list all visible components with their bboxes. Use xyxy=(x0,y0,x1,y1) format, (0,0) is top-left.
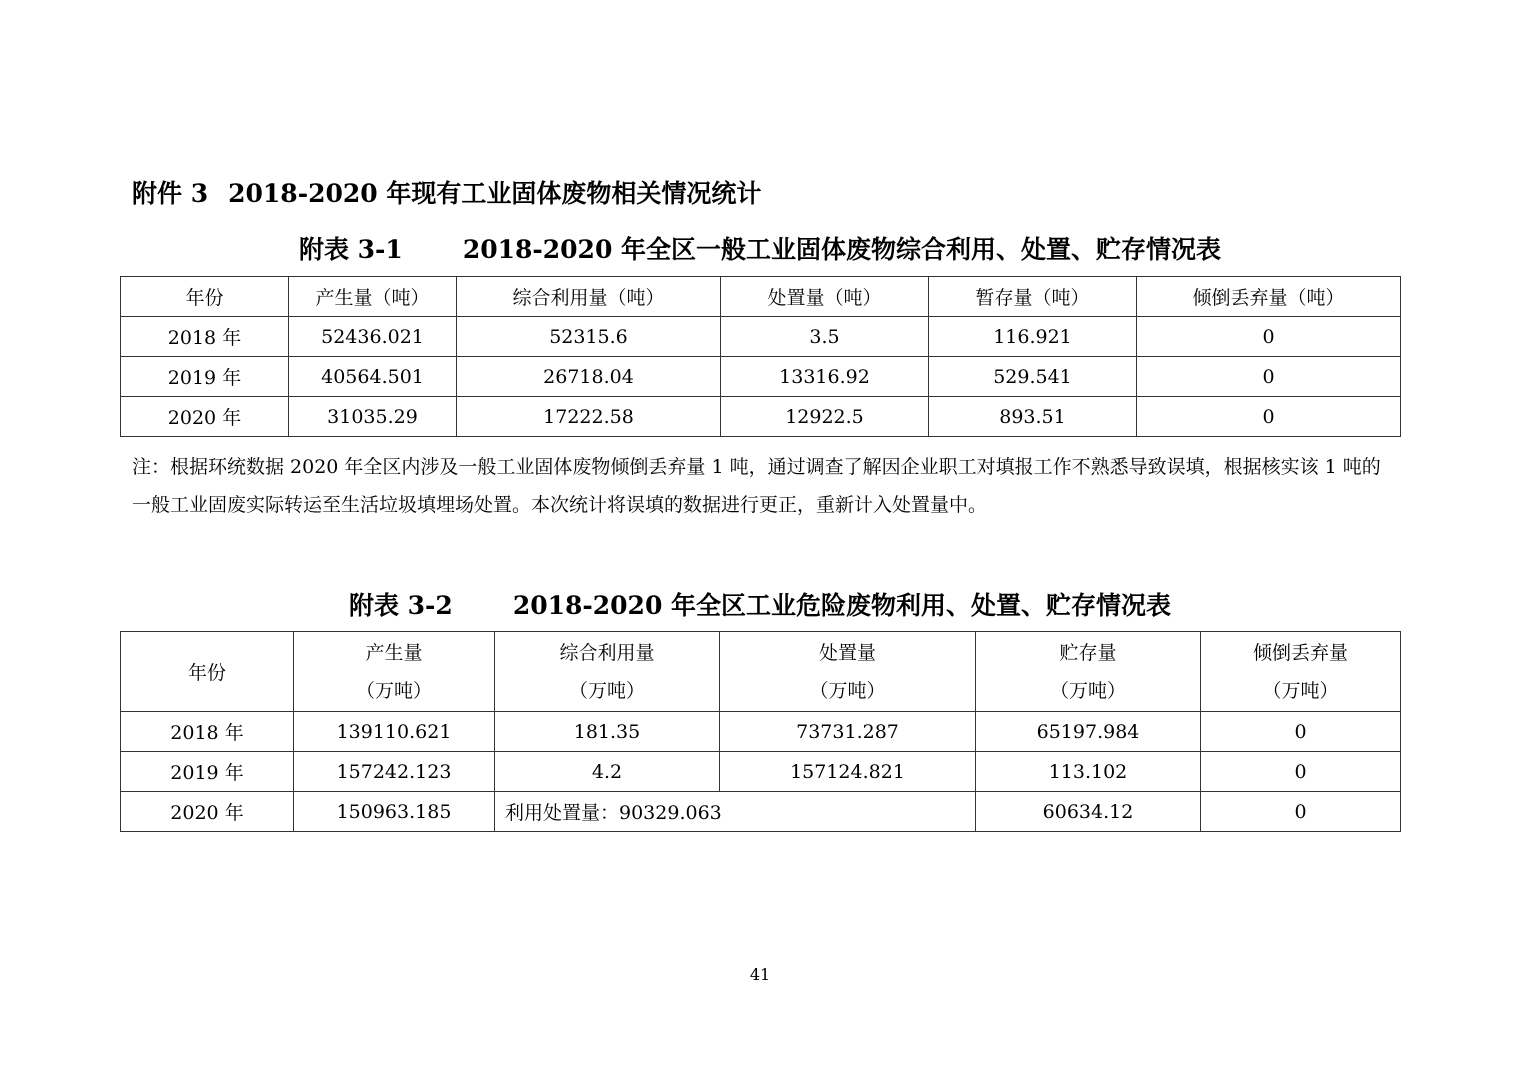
table-cell: 116.921 xyxy=(929,317,1137,357)
header-cell xyxy=(121,632,294,712)
table-cell: 0 xyxy=(1137,397,1401,437)
table-cell: 13316.92 xyxy=(721,357,929,397)
table-cell: 12922.5 xyxy=(721,397,929,437)
header-name: 贮存量 xyxy=(1059,641,1117,664)
table-row xyxy=(121,317,1401,357)
table-cell: 139110.621 xyxy=(294,712,495,752)
table1-title xyxy=(0,230,1520,266)
table-cell: 0 xyxy=(1201,712,1401,752)
table-cell: 73731.287 xyxy=(720,712,976,752)
table-cell: 17222.58 xyxy=(457,397,721,437)
table-cell: 2018 年 xyxy=(121,317,289,357)
table-cell: 2020 年 xyxy=(121,792,294,832)
header-cell: 倾倒丢弃量（吨） xyxy=(1137,277,1401,317)
header-cell: 年份 xyxy=(121,277,289,317)
table-header-row xyxy=(121,277,1401,317)
table-row xyxy=(121,792,1401,832)
table1-label: 附表 3-1 xyxy=(298,235,403,264)
table-cell: 3.5 xyxy=(721,317,929,357)
appendix-prefix: 附件 3 xyxy=(132,179,209,208)
general-waste-table xyxy=(120,276,1401,437)
table-row xyxy=(121,712,1401,752)
header-cell xyxy=(495,632,720,712)
appendix-title: 2018-2020 年现有工业固体废物相关情况统计 xyxy=(228,179,762,208)
appendix-heading xyxy=(132,174,761,210)
header-cell xyxy=(976,632,1201,712)
hazardous-waste-table xyxy=(120,631,1401,832)
table-cell: 52436.021 xyxy=(289,317,457,357)
header-unit: （万吨） xyxy=(355,679,432,702)
table-cell: 150963.185 xyxy=(294,792,495,832)
merged-utilization-disposal-cell: 利用处置量：90329.063 xyxy=(495,792,976,832)
table-row xyxy=(121,397,1401,437)
header-unit: （万吨） xyxy=(568,679,645,702)
table1-note: 注：根据环统数据 2020 年全区内涉及一般工业固体废物倾倒丢弃量 1 吨，通过调查了解因企业职工对填报工作不熟悉导致误填，根据核实该 1 吨的一般工业固废实际转运至生活垃圾填埋场处置。本次统计将误填的数据进行更正，重新计入处置量中。 xyxy=(132,456,1381,516)
header-name: 处置量 xyxy=(818,641,876,664)
table2-title xyxy=(0,586,1520,622)
header-name: 综合利用量 xyxy=(559,641,655,664)
header-cell: 综合利用量（吨） xyxy=(457,277,721,317)
table-cell: 181.35 xyxy=(495,712,720,752)
table-row xyxy=(121,752,1401,792)
table-cell: 0 xyxy=(1137,317,1401,357)
table-cell: 2020 年 xyxy=(121,397,289,437)
table-cell: 157124.821 xyxy=(720,752,976,792)
table-row xyxy=(121,357,1401,397)
header-name: 倾倒丢弃量 xyxy=(1252,641,1348,664)
header-name: 年份 xyxy=(187,662,226,684)
table2-title-text: 2018-2020 年全区工业危险废物利用、处置、贮存情况表 xyxy=(512,591,1172,620)
table-cell: 2019 年 xyxy=(121,357,289,397)
table-cell: 0 xyxy=(1137,357,1401,397)
table-cell: 40564.501 xyxy=(289,357,457,397)
table-cell: 0 xyxy=(1201,752,1401,792)
table-cell: 157242.123 xyxy=(294,752,495,792)
table-header-row xyxy=(121,632,1401,712)
header-name: 产生量 xyxy=(365,641,423,664)
table-cell: 52315.6 xyxy=(457,317,721,357)
table-cell: 26718.04 xyxy=(457,357,721,397)
table-cell: 2018 年 xyxy=(121,712,294,752)
table-cell: 0 xyxy=(1201,792,1401,832)
header-cell: 产生量（吨） xyxy=(289,277,457,317)
header-cell xyxy=(720,632,976,712)
header-unit: （万吨） xyxy=(1262,679,1339,702)
header-unit: （万吨） xyxy=(1049,679,1126,702)
table-cell: 113.102 xyxy=(976,752,1201,792)
header-cell: 处置量（吨） xyxy=(721,277,929,317)
header-cell: 暂存量（吨） xyxy=(929,277,1137,317)
table1-title-text: 2018-2020 年全区一般工业固体废物综合利用、处置、贮存情况表 xyxy=(462,235,1222,264)
table-cell: 893.51 xyxy=(929,397,1137,437)
table-cell: 4.2 xyxy=(495,752,720,792)
header-cell xyxy=(1201,632,1401,712)
header-cell xyxy=(294,632,495,712)
table-cell: 60634.12 xyxy=(976,792,1201,832)
table-cell: 31035.29 xyxy=(289,397,457,437)
header-unit: （万吨） xyxy=(809,679,886,702)
table-cell: 529.541 xyxy=(929,357,1137,397)
table-cell: 65197.984 xyxy=(976,712,1201,752)
table-cell: 2019 年 xyxy=(121,752,294,792)
table2-label: 附表 3-2 xyxy=(348,591,453,620)
page-number: 41 xyxy=(749,965,771,984)
